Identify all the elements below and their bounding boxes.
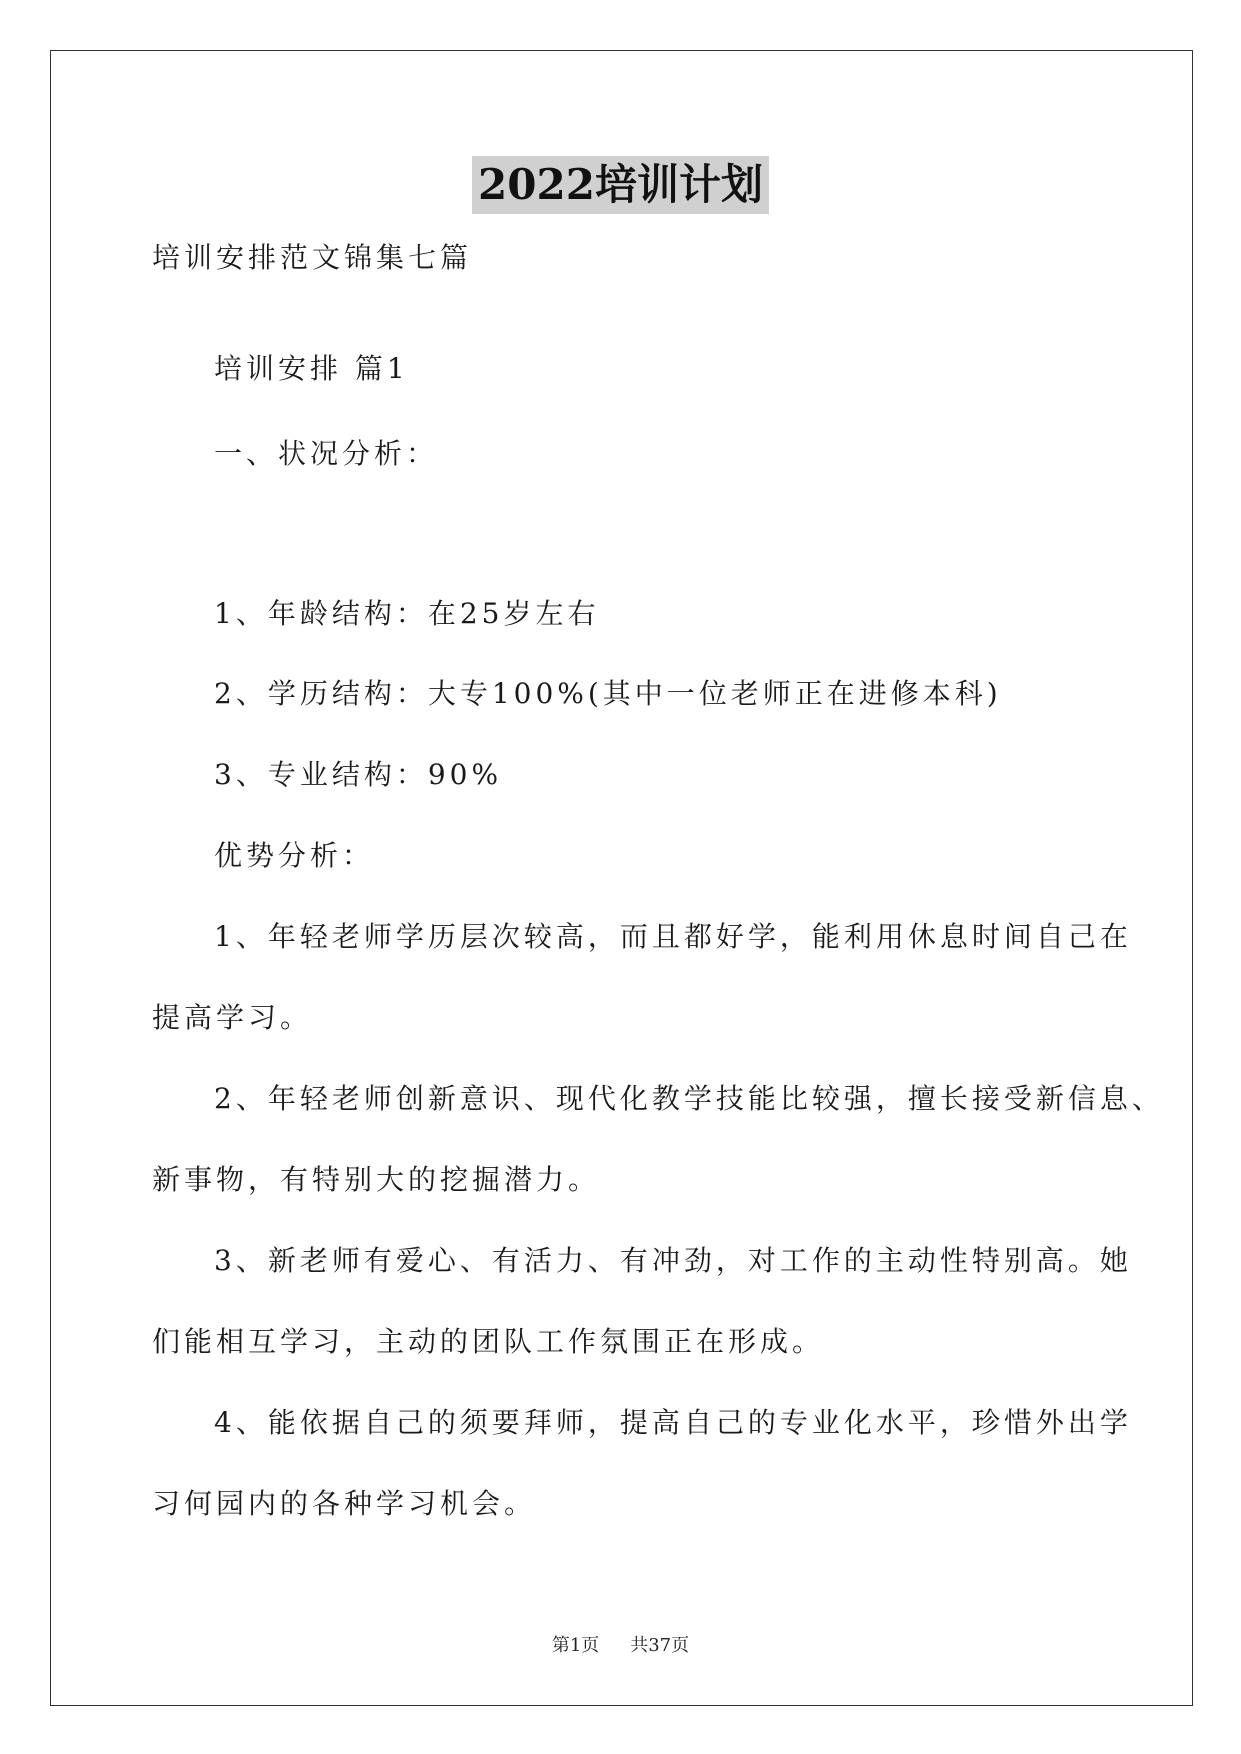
paragraph-line: 3、专业结构：90% (214, 758, 503, 791)
paragraph-line: 们能相互学习，主动的团队工作氛围正在形成。 (152, 1325, 825, 1358)
paragraph-line: 一、状况分析： (214, 437, 439, 470)
paragraph-line: 1、年轻老师学历层次较高，而且都好学，能利用休息时间自己在 (214, 920, 1132, 953)
paragraph-line: 优势分析： (214, 839, 375, 872)
paragraph-line: 4、能依据自己的须要拜师，提高自己的专业化水平，珍惜外出学 (214, 1406, 1132, 1439)
paragraph-line: 新事物，有特别大的挖掘潜力。 (152, 1163, 601, 1196)
paragraph-line: 提高学习。 (152, 1001, 313, 1034)
paragraph-line: 2、学历结构：大专100%(其中一位老师正在进修本科) (214, 677, 1002, 710)
subtitle-line: 培训安排范文锦集七篇 (152, 241, 473, 274)
page-footer (0, 1634, 1241, 1658)
page-total: 共37页 (630, 1635, 690, 1656)
paragraph-line: 1、年龄结构：在25岁左右 (214, 597, 600, 630)
page-border (50, 50, 1193, 1706)
page-number: 第1页 (551, 1635, 600, 1656)
paragraph-line: 2、年轻老师创新意识、现代化教学技能比较强，擅长接受新信息、 (214, 1082, 1164, 1115)
paragraph-line: 3、新老师有爱心、有活力、有冲劲，对工作的主动性特别高。她 (214, 1244, 1132, 1277)
section-heading: 培训安排 篇1 (214, 352, 409, 385)
document-title: 2022培训计划 (472, 156, 769, 214)
title-container (0, 156, 1241, 214)
paragraph-line: 习何园内的各种学习机会。 (152, 1487, 537, 1520)
